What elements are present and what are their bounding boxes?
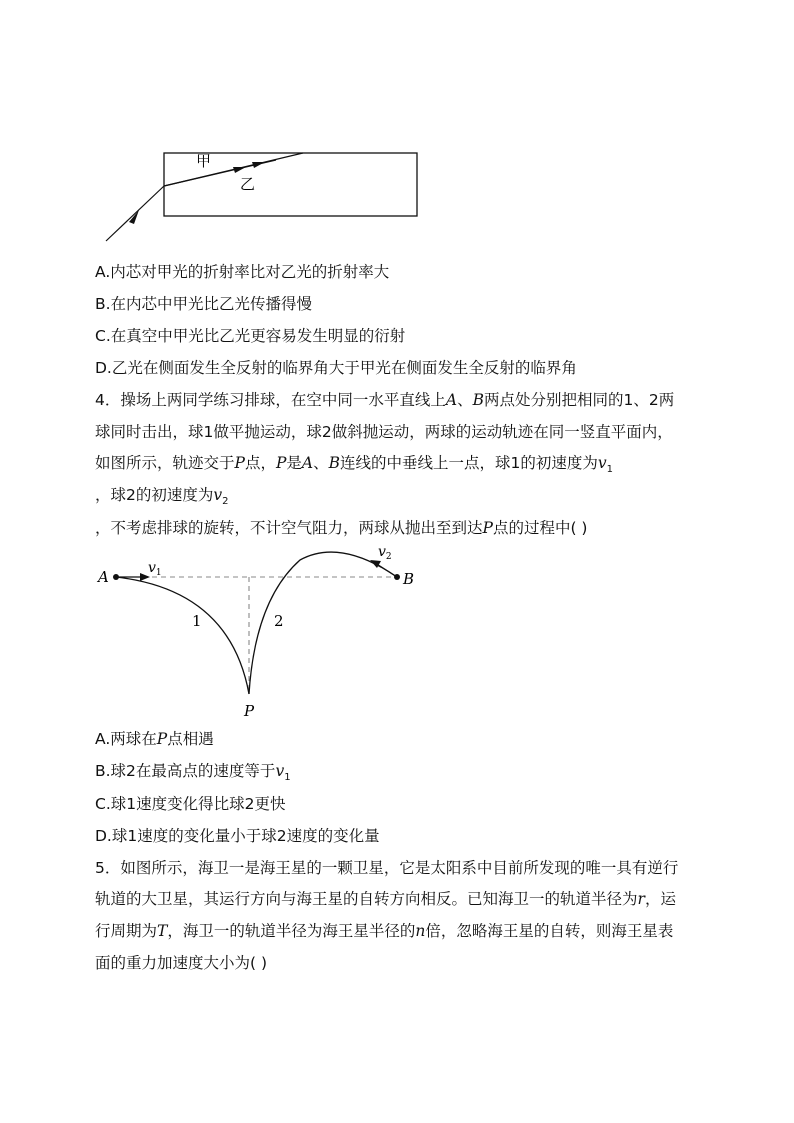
label-v1: $v_1$ [148, 560, 162, 578]
q4-option-b: B.球2在最高点的速度等于$v_1$ [95, 762, 291, 784]
q5-line-1: 5．如图所示，海卫一是海王星的一颗卫星，它是太阳系中目前所发现的唯一具有逆行 [95, 859, 679, 877]
label-curve-1: 1 [192, 612, 202, 630]
q3-option-d: D.乙光在侧面发生全反射的临界角大于甲光在侧面发生全反射的临界角 [95, 359, 577, 377]
q3-option-a: A.内芯对甲光的折射率比对乙光的折射率大 [95, 263, 390, 281]
q4-line-4: ，球2的初速度为$v_2$ [95, 486, 229, 508]
label-p: P [244, 702, 255, 720]
q4-option-d: D.球1速度的变化量小于球2速度的变化量 [95, 827, 380, 845]
label-v2: $v_2$ [378, 544, 392, 562]
q4-option-c: C.球1速度变化得比球2更快 [95, 795, 286, 813]
trajectory-2 [249, 552, 397, 694]
q4-option-a: A.两球在P点相遇 [95, 730, 214, 748]
label-yi: 乙 [240, 175, 256, 193]
q5-line-4: 面的重力加速度大小为( ) [95, 954, 268, 972]
q3-option-c: C.在真空中甲光比乙光更容易发生明显的衍射 [95, 327, 406, 345]
q3-option-b: B.在内芯中甲光比乙光传播得慢 [95, 295, 313, 313]
label-b: B [403, 570, 415, 588]
label-a: A [98, 568, 109, 586]
label-curve-2: 2 [274, 612, 284, 630]
q4-line-1: 4．操场上两同学练习排球，在空中同一水平直线上A、B两点处分别把相同的1、2两 [95, 391, 675, 409]
q4-line-3: 如图所示，轨迹交于P点，P是A、B连线的中垂线上一点，球1的初速度为$v_1$ [95, 454, 614, 476]
label-jia: 甲 [196, 152, 212, 170]
q4-line-2: 球同时击出，球1做平抛运动，球2做斜抛运动，两球的运动轨迹在同一竖直平面内， [95, 423, 673, 441]
q5-line-2: 轨道的大卫星，其运行方向与海王星的自转方向相反。已知海卫一的轨道半径为r，运 [95, 890, 676, 908]
trajectory-1 [116, 577, 249, 694]
q5-line-3: 行周期为T，海卫一的轨道半径为海王星半径的n倍，忽略海王星的自转，则海王星表 [95, 922, 674, 940]
q4-line-5: ，不考虑排球的旋转，不计空气阻力，两球从抛出至到达P点的过程中( ) [95, 519, 588, 537]
